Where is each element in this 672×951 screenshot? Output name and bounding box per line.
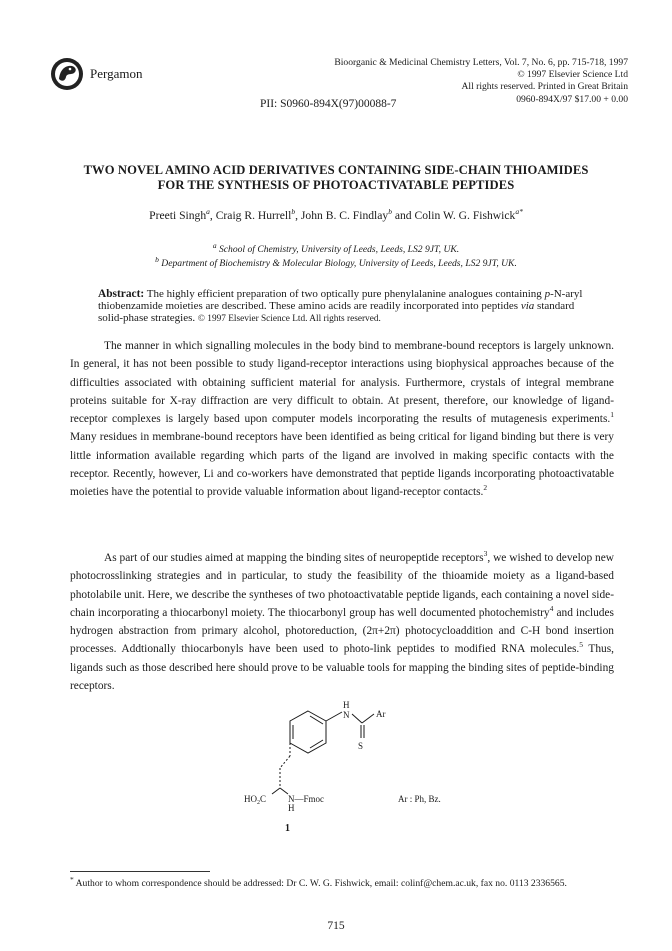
affiliation-a: $^a$ School of Chemistry, University of Leeds, Leeds, LS2 9JT, UK. <box>212 240 460 255</box>
fmoc-amine: N—Fmoc <box>288 794 324 804</box>
author-name: Craig R. Hurrell <box>215 209 292 222</box>
copyright-line: © 1997 Elsevier Science Ltd <box>517 69 628 81</box>
carboxyl-group: $HO_2C$ <box>244 794 267 806</box>
price-line: 0960-894X/97 $17.00 + 0.00 <box>516 93 628 105</box>
pergamon-logo <box>50 57 84 91</box>
compound-number: 1 <box>285 823 290 834</box>
volume-pages: , Vol. 7, No. 6, pp. 715-718, 1997 <box>499 57 628 68</box>
title-line-1: TWO NOVEL AMINO ACID DERIVATIVES CONTAINING SIDE-CHAIN THIOAMIDES <box>83 163 589 177</box>
article-title <box>40 163 632 193</box>
footnote-rule <box>70 871 210 872</box>
reference-4[interactable]: 4 <box>549 604 554 614</box>
pii: PII: S0960-894X(97)00088-7 <box>260 98 397 110</box>
aryl-definition: Ar : Ph, Bz. <box>398 794 441 804</box>
aryl-group: Ar <box>376 709 386 719</box>
affiliation-b: $^b$ Department of Biochemistry & Molecular Biology, University of Leeds, Leeds, LS2 9JT, UK. <box>155 254 517 269</box>
body-paragraph-2: As part of our studies aimed at mapping the binding sites of neuropeptide receptors$^3$, we wished to develop new photocrosslinking strategies and in particular, to study the feasibility of the thioamide moiety as a ligand-based photolabile unit. Here, we describe the syntheses of two photoactivatable peptide ligands, each containing a novel side-chain incorporating a thiocarbonyl moiety. The thiocarbonyl group has well documented photochemistry$^4$ and includes hydrogen abstraction from primary alcohol, photoreduction, (2π+2π) photocycloaddition and C-H bond insertion processes. Addtionally thiocarbonyls have been used to photo-link peptides to modified RNA molecules.$^5$ Thus, ligands such as those described here should prove to be valuable tools for mapping the binding sites of peptide-binding receptors. <box>70 549 614 693</box>
author-name: Preeti Singh <box>149 209 207 222</box>
author-affiliation-mark: b <box>291 207 296 217</box>
nh-hydrogen: H <box>343 700 350 710</box>
amine-hydrogen: H <box>288 803 295 813</box>
abstract-label: Abstract: <box>98 288 145 300</box>
author-name: Colin W. G. Fishwick <box>414 209 516 222</box>
correspondence-footnote: * Author to whom correspondence should be addressed: Dr C. W. G. Fishwick, email: colinf@chem.ac.uk, fax no. 0113 2336565. <box>70 874 567 889</box>
author-affiliation-mark: a* <box>515 207 523 217</box>
publisher-name: Pergamon <box>90 66 143 81</box>
body-paragraph-1: The manner in which signalling molecules in the body bind to membrane-bound receptors is largely unknown. In general, it has not been possible to study ligand-receptor interactions using biophysical approaches because of the difficulties associated with obtaining sufficient material for analysis. Furthermore, crystals of integral membrane proteins suitable for X-ray diffraction are very difficult to obtain. At present, therefore, our knowledge of ligand-receptor complexes is largely based upon computer models incorporating the results of mutagenesis experiments.$^1$ Many residues in membrane-bound receptors have been identified as being critical for ligand binding but there is very little information available regarding which parts of the ligand are involved in making specific contacts with the receptor. Recently, however, Li and co-workers have demonstrated that peptide ligands incorporating photoactivatable moieties have the potential to provide valuable information about ligand-receptor contacts.$^2$ <box>70 340 614 499</box>
abstract-copyright: © 1997 Elsevier Science Ltd. All rights reserved. <box>197 313 381 324</box>
affiliations <box>40 240 632 270</box>
reference-5[interactable]: 5 <box>579 640 584 650</box>
reference-1[interactable]: 1 <box>610 410 614 420</box>
page-number: 715 <box>327 920 345 932</box>
journal-name: Bioorganic & Medicinal Chemistry Letters <box>334 57 500 68</box>
reference-2[interactable]: 2 <box>483 483 488 493</box>
author-affiliation-mark: b <box>388 207 392 217</box>
title-line-2: FOR THE SYNTHESIS OF PHOTOACTIVATABLE PEPTIDES <box>157 178 515 192</box>
author-list: Preeti Singh$^a$, Craig R. Hurrell$^b$, John B. C. Findlay$^b$ and Colin W. G. Fishwick$^{a*}$ <box>149 207 523 222</box>
footnote-mark: * <box>70 874 74 884</box>
rights-line: All rights reserved. Printed in Great Britain <box>461 81 628 93</box>
chemical-structure-1 <box>240 698 500 858</box>
thione-sulfur: S <box>358 741 364 751</box>
author-name: John B. C. Findlay <box>300 209 389 222</box>
abstract: Abstract: The highly efficient preparation of two optically pure phenylalanine analogues containing p-N-aryl thiobenzamide moieties are described. These amino acids are readily incorporated into peptides via standard solid-phase strategies. © 1997 Elsevier Science Ltd. All rights reserved. <box>98 288 583 324</box>
reference-3[interactable]: 3 <box>483 549 488 559</box>
nh-nitrogen: N <box>343 710 350 720</box>
author-affiliation-mark: a <box>206 207 210 217</box>
